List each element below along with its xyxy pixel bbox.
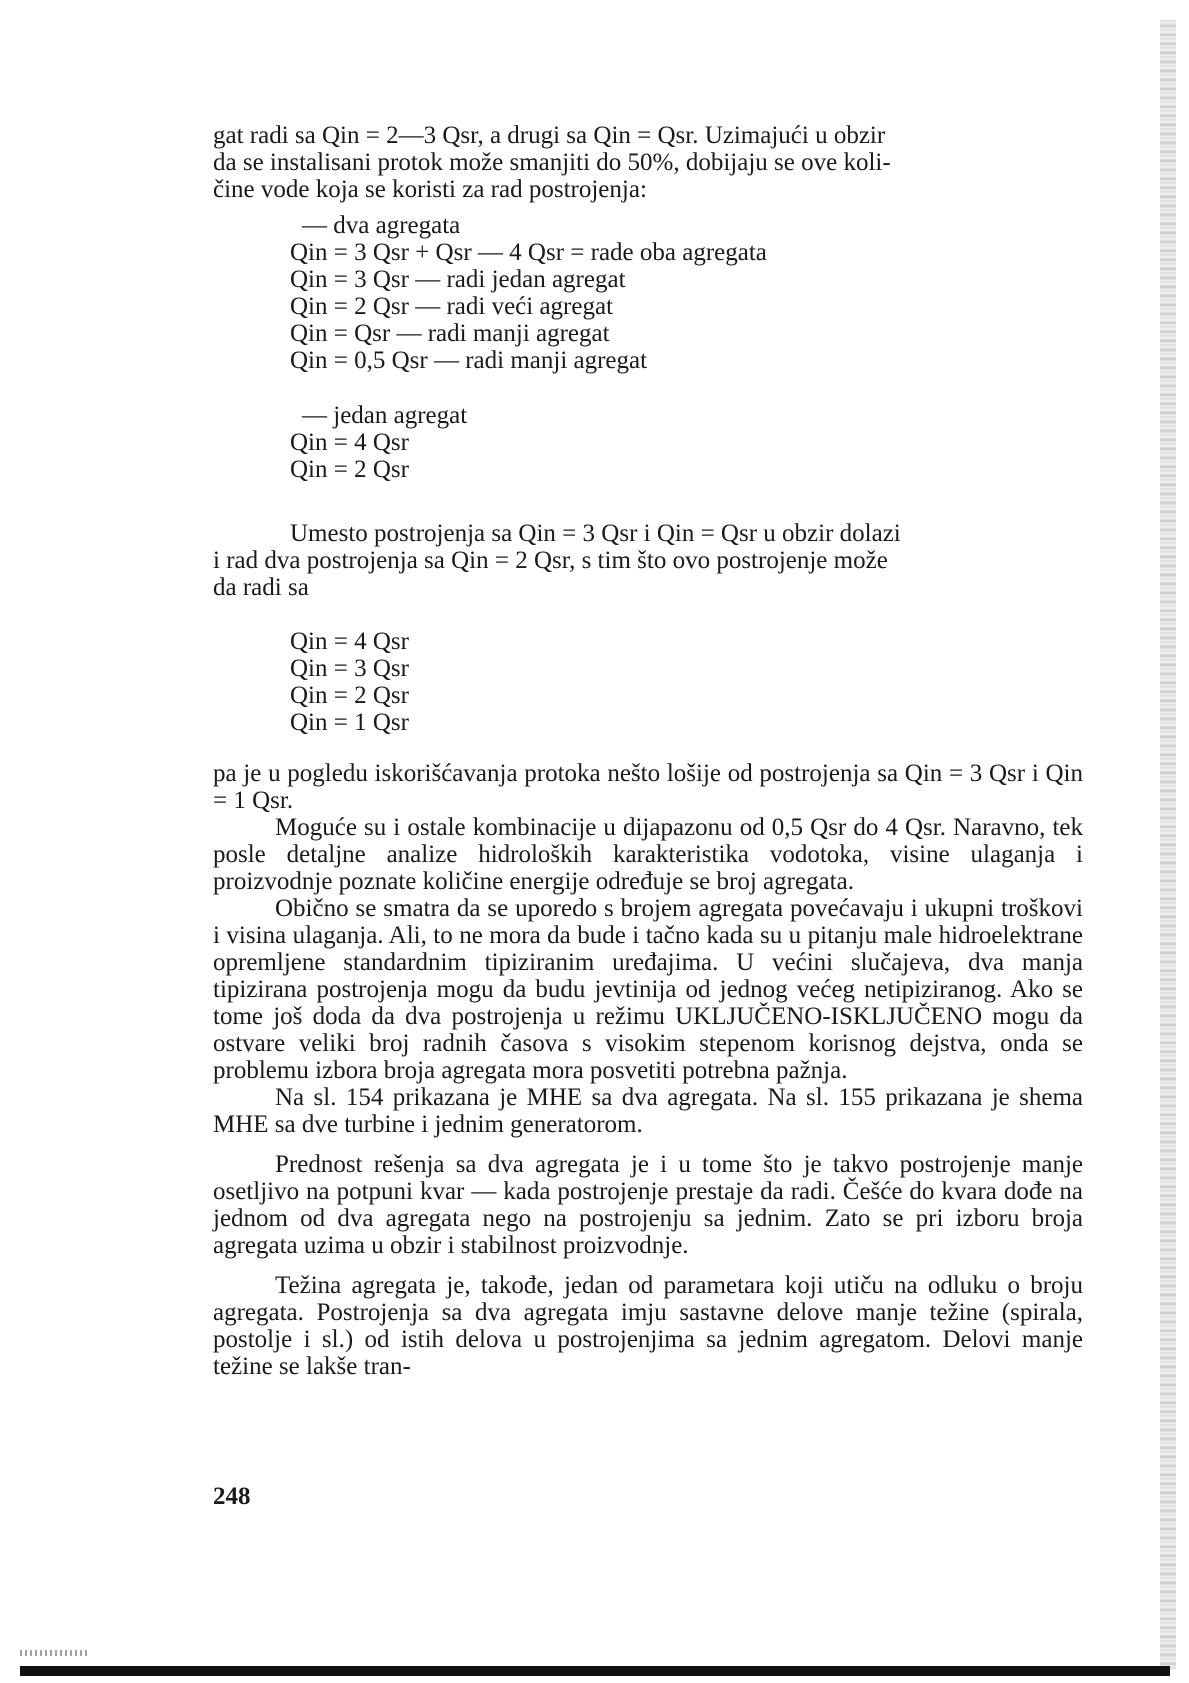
text-line: i rad dva postrojenja sa Qin = 2 Qsr, s tim što ovo postrojenje može (213, 547, 888, 574)
paragraph: Obično se smatra da se uporedo s brojem agregata povećavaju i ukupni troškovi i visina ulaganja. Ali, to ne mora da bude i tačno kada su u pitanju male hidroelektrane opremljene standardnim tipiziranim uređajima. U većini slučajeva, dva manja tipizirana postrojenja mogu da budu jevtinija od jednog većeg netipiziranog. Ako se tome još doda da dva postrojenja u režimu UKLJUČENO-ISKLJUČENO mogu da ostvare veliki broj radnih časova s visokim stepenom korisnog dejstva, onda se problemu izbora broja agregata mora posvetiti potrebna pažnja. (213, 895, 1083, 1084)
intro-paragraph (213, 122, 1083, 203)
scan-bottom-border (20, 1666, 1170, 1676)
equation-line: Qin = 0,5 Qsr — radi manji agregat (290, 347, 648, 374)
page-number: 248 (213, 1483, 251, 1510)
instead-paragraph (213, 520, 1083, 601)
paragraph: Moguće su i ostale kombinacije u dijapazonu od 0,5 Qsr do 4 Qsr. Naravno, tek posle detaljne analize hidroloških karakteristika vodotoka, visine ulaganja i proizvodnje poznate količine energije određuje se broj agregata. (213, 814, 1083, 895)
equation-line: Qin = 3 Qsr + Qsr — 4 Qsr = rade oba agregata (290, 239, 767, 266)
one-unit-block (290, 402, 467, 483)
scan-speck (20, 1650, 90, 1656)
text-line: gat radi sa Qin = 2—3 Qsr, a drugi sa Qin = Qsr. Uzimajući u obzir (213, 122, 886, 149)
scan-edge-shadow (1160, 20, 1176, 1670)
paragraph: Težina agregata je, takođe, jedan od parametara koji utiču na odluku o broju agregata. Postrojenja sa dva agregata imju sastavne delove manje težine (spirala, postolje i sl.) od istih delova u postrojenjima sa jednim agregatom. Delovi manje težine se lakše tran- (213, 1272, 1083, 1380)
equation-line: Qin = 4 Qsr (290, 628, 409, 655)
two-units-block (290, 212, 767, 374)
text-line: da radi sa (213, 574, 309, 601)
body-text (213, 760, 1083, 1380)
paragraph: Prednost rešenja sa dva agregata je i u tome što je takvo postrojenje manje osetljivo na potpuni kvar — kada postrojenje prestaje da radi. Češće do kvara dođe na jednom od dva agregata nego na postrojenju sa jednim. Zato se pri izboru broja agregata uzima u obzir i stabilnost proizvodnje. (213, 1151, 1083, 1259)
text-line: čine vode koja se koristi za rad postrojenja: (213, 176, 647, 203)
text-line: Umesto postrojenja sa Qin = 3 Qsr i Qin = Qsr u obzir dolazi (290, 520, 901, 547)
equation-line: Qin = 2 Qsr (290, 682, 409, 709)
equation-line: Qin = 4 Qsr (290, 429, 409, 456)
equation-line: Qin = 1 Qsr (290, 709, 409, 736)
block-heading: — dva agregata (302, 212, 461, 239)
equation-line: Qin = 2 Qsr (290, 456, 409, 483)
equation-line: Qin = 3 Qsr (290, 655, 409, 682)
alt-equations-block (290, 628, 409, 736)
equation-line: Qin = 3 Qsr — radi jedan agregat (290, 266, 626, 293)
paragraph: Na sl. 154 prikazana je MHE sa dva agregata. Na sl. 155 prikazana je shema MHE sa dve turbine i jednim generatorom. (213, 1084, 1083, 1138)
text-line: da se instalisani protok može smanjiti do 50%, dobijaju se ove koli- (213, 149, 891, 176)
equation-line: Qin = Qsr — radi manji agregat (290, 320, 610, 347)
block-heading: — jedan agregat (302, 402, 468, 429)
equation-line: Qin = 2 Qsr — radi veći agregat (290, 293, 614, 320)
paragraph: pa je u pogledu iskorišćavanja protoka nešto lošije od postrojenja sa Qin = 3 Qsr i Qin = 1 Qsr. (213, 760, 1083, 814)
